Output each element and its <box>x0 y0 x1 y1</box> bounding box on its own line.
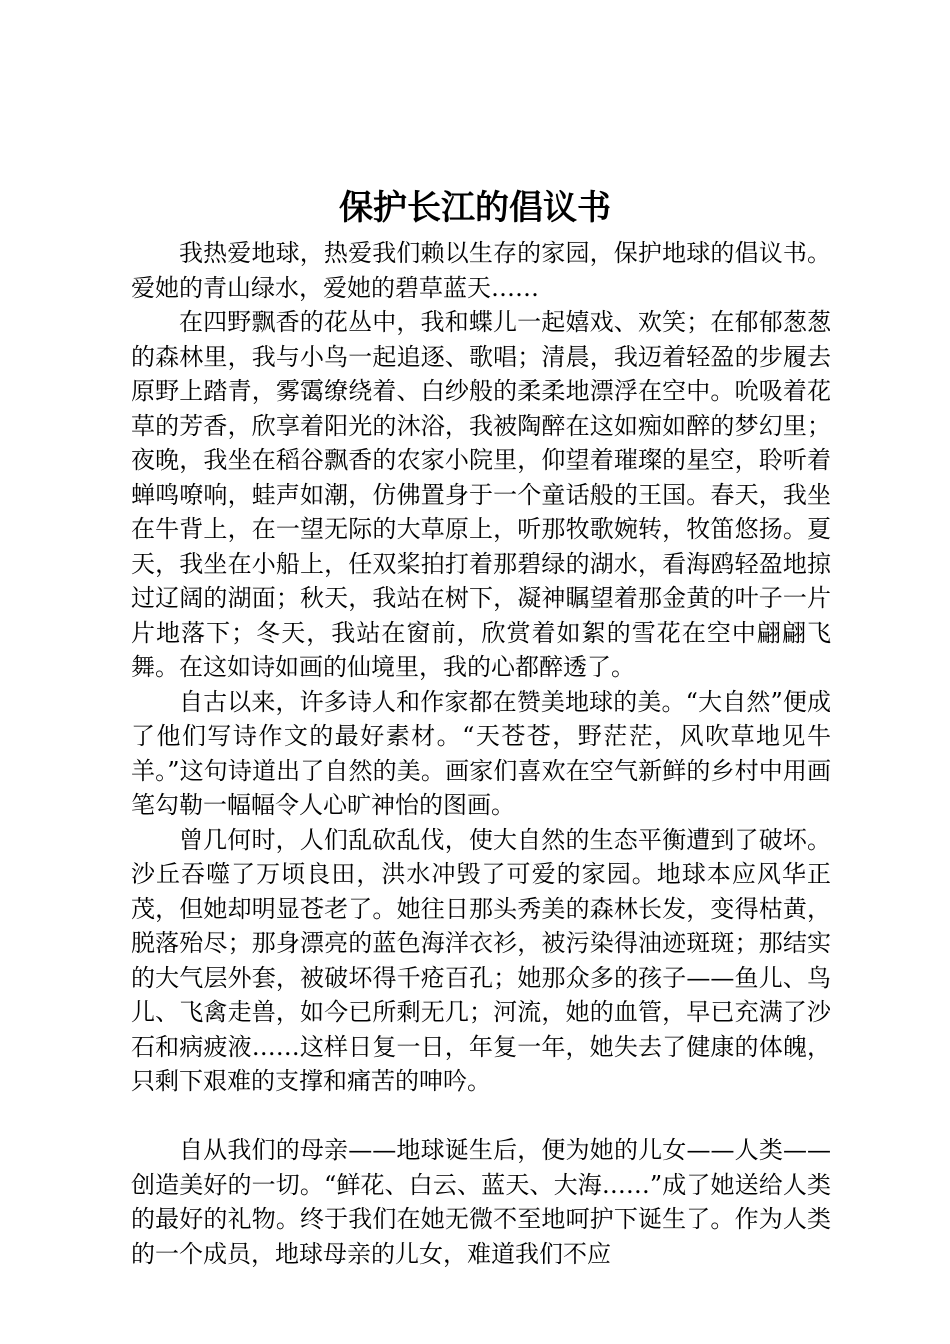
paragraph-5: 自从我们的母亲——地球诞生后，便为她的儿女——人类——创造美好的一切。“鲜花、白云、蓝天、大海……”成了她送给人类的最好的礼物。终于我们在她无微不至地呵护下诞生了。作为人类的一个成员，地球母亲的儿女，难道我们不应 <box>131 1136 831 1268</box>
paragraph-2: 在四野飘香的花丛中，我和蝶儿一起嬉戏、欢笑；在郁郁葱葱的森林里，我与小鸟一起追逐、歌唱；清晨，我迈着轻盈的步履去原野上踏青，雾霭缭绕着、白纱般的柔柔地漂浮在空中。吮吸着花草的芳香，欣享着阳光的沐浴，我被陶醉在这如痴如醉的梦幻里；夜晚，我坐在稻谷飘香的农家小院里，仰望着璀璨的星空，聆听着蝉鸣嘹响，蛙声如潮，仿佛置身于一个童话般的王国。春天，我坐在牛背上，在一望无际的大草原上，听那牧歌婉转，牧笛悠扬。夏天，我坐在小船上，任双桨拍打着那碧绿的湖水，看海鸥轻盈地掠过辽阔的湖面；秋天，我站在树下，凝神瞩望着那金黄的叶子一片片地落下；冬天，我站在窗前，欣赏着如絮的雪花在空中翩翩飞舞。在这如诗如画的仙境里，我的心都醉透了。 <box>131 308 831 681</box>
paragraph-1: 我热爱地球，热爱我们赖以生存的家园，保护地球的倡议书。爱她的青山绿水，爱她的碧草蓝天…… <box>131 239 831 302</box>
paragraph-3: 自古以来，许多诗人和作家都在赞美地球的美。“大自然”便成了他们写诗作文的最好素材。“天苍苍，野茫茫，风吹草地见牛羊。”这句诗道出了自然的美。画家们喜欢在空气新鲜的乡村中用画笔勾勒一幅幅令人心旷神怡的图画。 <box>131 687 831 819</box>
document-title: 保护长江的倡议书 <box>339 188 611 228</box>
document-body <box>131 236 831 1271</box>
paragraph-4: 曾几何时，人们乱砍乱伐，使大自然的生态平衡遭到了破坏。沙丘吞噬了万顷良田，洪水冲毁了可爱的家园。地球本应风华正茂，但她却明显苍老了。她往日那头秀美的森林长发，变得枯黄，脱落殆尽；那身漂亮的蓝色海洋衣衫，被污染得油迹斑斑；那结实的大气层外套，被破坏得千疮百孔；她那众多的孩子——鱼儿、鸟儿、飞禽走兽，如今已所剩无几；河流，她的血管，早已充满了沙石和病疲液……这样日复一日，年复一年，她失去了健康的体魄，只剩下艰难的支撑和痛苦的呻吟。 <box>131 825 831 1095</box>
